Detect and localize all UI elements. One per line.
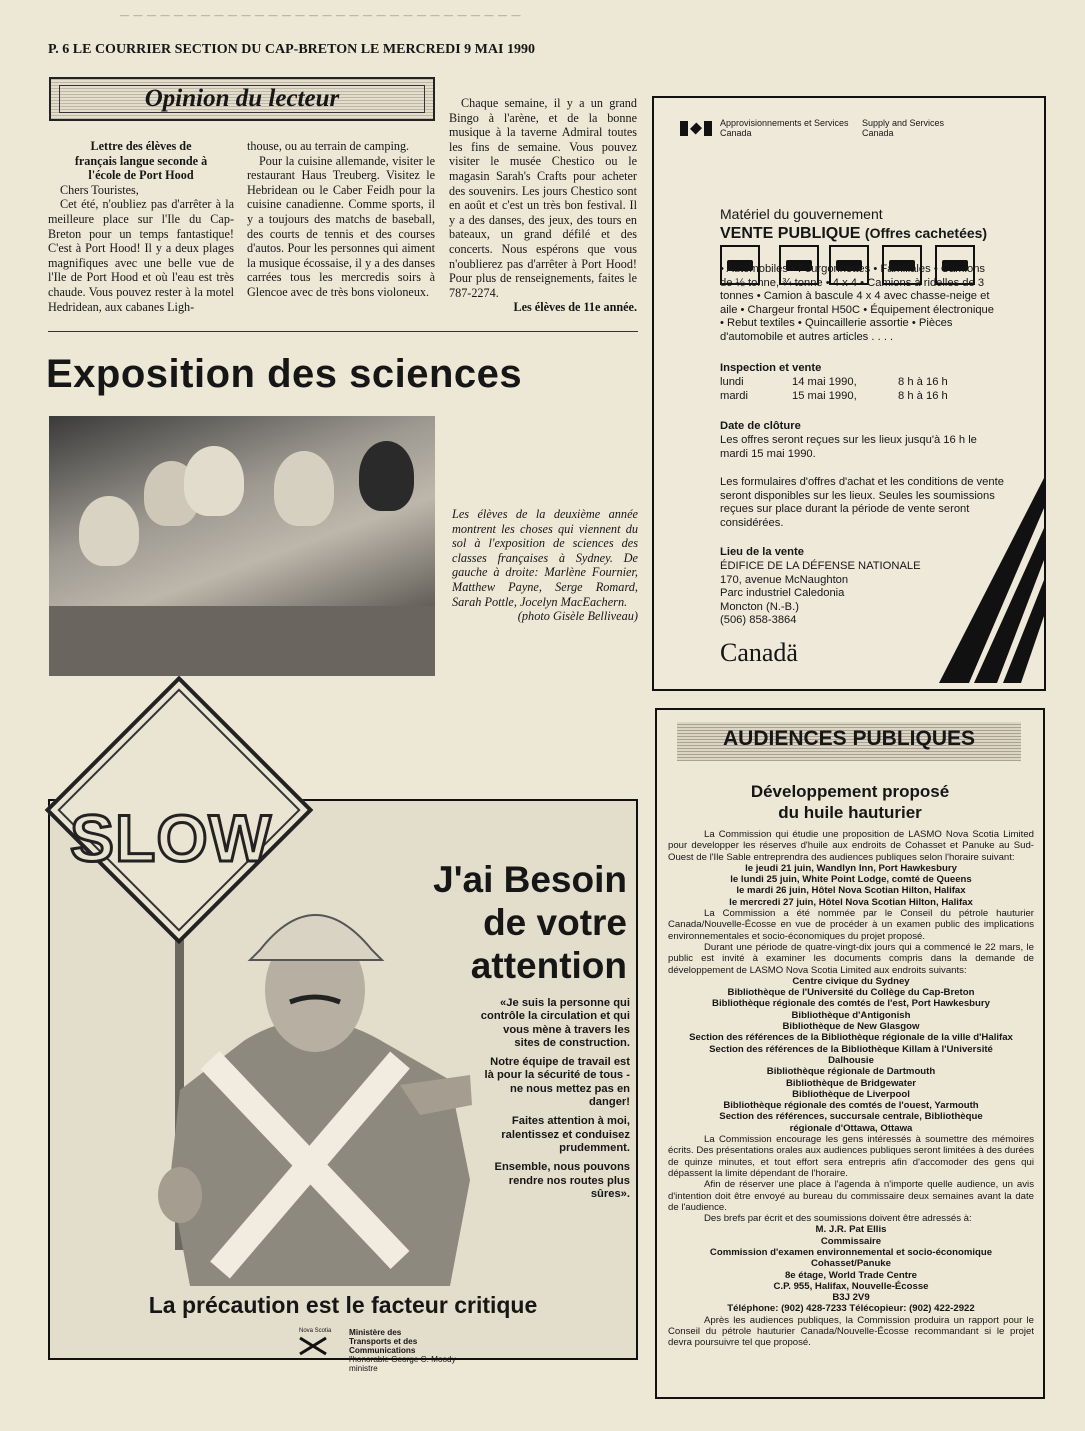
schedule-row-2: mardi 15 mai 1990, 8 h à 16 h xyxy=(720,390,948,402)
vente-materiel: Matériel du gouvernement xyxy=(720,206,883,222)
slow-headline: J'ai Besoin de votre attention xyxy=(433,859,627,986)
audiences-body: La Commission qui étudie une proposition de LASMO Nova Scotia Limited pour developper les réserves d'huile aux endroits de Cohasset et Panuke au Sud-Ouest de l'Ile Sable entreprendra des audiences publiques selon l'horaire suivant: le jeudi 21 juin, Wandlyn Inn, Port Hawkesbury le lundi 25 juin, White Point Lodge, comté de Queens le mardi 26 juin, Hôtel Nova Scotian Hilton, Halifax le mercredi 27 juin, Hôtel Nova Scotian Hilton, Halifax La Commission a été nommée par le Conseil du pétrole hauturier Canada/Nouvelle-Écosse en vue de procéder à un examen public des implications environnementales et socio-économiques du projet proposé. Durant une période de quatre-vingt-dix jours qui a commencé le 22 mars, le public est invité à examiner les documents compris dans la demande de développement de LASMO Nova Scotia Limited aux endroits suivants: Centre civique du Sydney Bibliothèque de l'Université du Collège du Cap-Breton Bibliothèque régionale des comtés de l'est, Port Hawkesbury Bibliothèque d'Antigonish Bibliothèque de New Glasgow Section des références de la Bibliothèque régionale de la ville d'Halifax Section des références de la Bibliothèque Killam à l'Université Dalhousie Bibliothèque régionale de Dartmouth Bibliothèque de Bridgewater Bibliothèque de Liverpool Bibliothèque régionale des comtés de l'ouest, Yarmouth Section des références, succursale centrale, Bibliothèque régionale d'Ottawa, Ottawa La Commission encourage les gens intéressés à soumettre des mémoires écrits. Des présentations orales aux audiences publiques seront limitées à des durées de quinze minutes, et tout effort sera entrepris afin d'accomoder des gens qui dépassent la limite dépendant de l'horaire. Afin de réserver une place à l'agenda à n'importe quelle audience, un avis d'intention doit être envoyé au bureau du commissaire deux semaines avant la date de l'audience. Des brefs par écrit et des soumissions doivent être adressés à: M. J.R. Pat Ellis Commissaire Commission d'examen environnemental et socio-économique Cohasset/Panuke 8e étage, World Trade Centre C.P. 955, Halifax, Nouvelle-Écosse B3J 2V9 Téléphone: (902) 428-7233 Télécopieur: (902) 422-2922 Après les audiences publiques, la Commission produira un rapport pour le Conseil du pétrole hauturier Canada/Nouvelle-Écosse recommandant si le projet devra poursuivre tel que proposé. xyxy=(668,829,1034,1349)
faded-header-bleed: — — — — — — — — — — — — — — — — — — — — — — — — — — — — — — xyxy=(120,10,522,20)
canada-wordmark: Canadä xyxy=(720,638,798,667)
ns-label: Nova Scotia xyxy=(299,1328,332,1334)
slow-tagline: La précaution est le facteur critique xyxy=(148,1292,538,1318)
vente-publique-ad xyxy=(652,96,1046,691)
science-fair-photo xyxy=(49,416,435,676)
vente-title: VENTE PUBLIQUE (Offres cachetées) xyxy=(720,225,988,242)
audiences-title: Développement proposé du huile hauturier xyxy=(750,782,950,822)
dept-fr: Approvisionnements et Services Canada xyxy=(720,118,849,138)
opinion-banner: Opinion du lecteur xyxy=(49,77,435,121)
formulaires-text: Les formulaires d'offres d'achat et les conditions de vente seront disponibles sur les lieux. Seules les soumissions reçues sur place durant la période de vente seront considérées. xyxy=(720,476,1004,529)
photo-caption: Les élèves de la deuxième année montrent les choses qui viennent du sol à l'exposition de sciences des classes françaises à Sydney. De gauche à droite: Marlène Fournier, Matthew Payne, Serge Romard, Sarah Pottle, Jocelyn MacEachern. (photo Gisèle Belliveau) xyxy=(452,507,638,624)
vente-items: • Automobiles • Fourgonnettes • Familiales • Camions de ½ tonne, ¾ tonne • 4 x 4 • Camions à ridelles de 3 tonnes • Camion à bascule 4 x 4 avec chasse-neige et aile • Chargeur frontal H50C • Équipement électronique • Rebut textiles • Quincaillerie assortie • Pièces d'automobile et autres articles . . . . xyxy=(720,263,995,343)
inspection-head: Inspection et vente xyxy=(720,362,822,374)
schedule-row-1: lundi 14 mai 1990, 8 h à 16 h xyxy=(720,376,948,388)
flagman-illustration xyxy=(150,880,480,1286)
diagonal-stripes-icon xyxy=(899,468,1044,688)
cloture-text: Les offres seront reçues sur les lieux jusqu'à 16 h le mardi 15 mai 1990. xyxy=(720,434,977,460)
slow-sign-text: SLOW xyxy=(70,801,272,875)
expo-title: Exposition des sciences xyxy=(46,352,523,396)
lieu-head: Lieu de la vente xyxy=(720,546,804,558)
lieu-address: ÉDIFICE DE LA DÉFENSE NATIONALE 170, avenue McNaughton Parc industriel Caledonia Moncton (N.-B.) (506) 858-3864 xyxy=(720,560,921,627)
nova-scotia-logo-icon xyxy=(298,1336,328,1356)
canada-flag-icon xyxy=(680,121,712,136)
page-header: P. 6 LE COURRIER SECTION DU CAP-BRETON LE MERCREDI 9 MAI 1990 xyxy=(48,42,535,57)
audiences-banner: AUDIENCES PUBLIQUES xyxy=(677,722,1021,761)
dept-en: Supply and Services Canada xyxy=(862,118,945,138)
divider xyxy=(48,331,638,332)
opinion-col-1: Lettre des élèves de français langue seconde à l'école de Port Hood Chers Touristes, Cet été, n'oubliez pas d'arrêter à la meilleure place sur l'Ile du Cap-Breton pour un temps fantastique! C'est à Port Hood! Il y a deux plages magnifiques avec une belle vue de l'Ile de Port Hood et où l'eau est très chaude. Vous pouvez rester à la motel Hedridean, aux cabanes Ligh- xyxy=(48,139,234,314)
cloture-head: Date de clôture xyxy=(720,420,801,432)
opinion-col-3: Chaque semaine, il y a un grand Bingo à l'arène, et de la bonne musique à la taverne Admiral toutes les fins de semaine. Vous pouvez visiter le musée Chestico ou le magasin Sarah's Crafts pour acheter des souvenirs. Les jours Chestico sont en août et c'est un très bon festival. Il y a des danses, des jeux, des tours en bateaux, un grand défilé et des concerts. Nous espérons que vous n'oublierez pas d'arrêter à Port Hood! Pour plus de renseignements, faites le 787-2274. Les élèves de 11e année. xyxy=(449,96,637,315)
ministry-credit: Ministère des Transports et des Communications l'honorable George C. Moody ministre xyxy=(349,1328,456,1373)
opinion-col-2: thouse, ou au terrain de camping. Pour la cuisine allemande, visiter le restaurant Haus Treuberg. Visitez le Hebridean ou le Caber Feidh pour la cuisine canadienne. Comme sports, il y a toujours des matchs de baseball, des courts de tennis et des courses d'autos. Pour les personnes qui aiment la musique écossaise, il y a des danses carrées tous les mercredis soirs à Glencoe avec de très bons violoneux. xyxy=(247,139,435,299)
slow-quote: «Je suis la personne qui contrôle la circulation et qui vous mène à travers les sites de construction. Notre équipe de travail est là pour la sécurité de tous - ne nous mettez pas en danger! Faites attention à moi, ralentissez et conduisez prudemment. Ensemble, nous pouvons rendre nos routes plus sûres». xyxy=(480,997,630,1200)
